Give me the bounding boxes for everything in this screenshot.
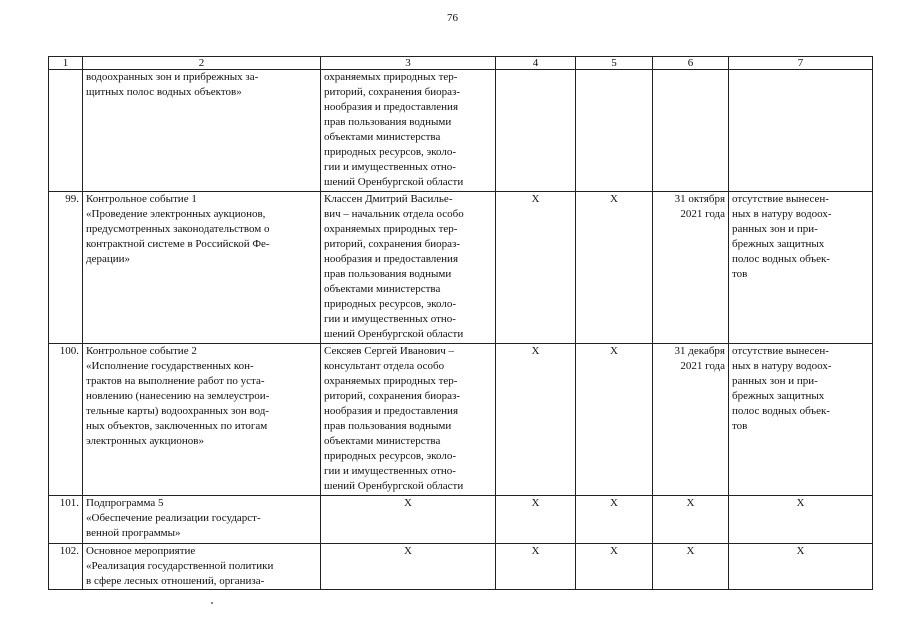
cell-line: полос водных объек- <box>732 405 830 417</box>
col5-mark: Х <box>576 544 653 590</box>
col4-mark: Х <box>496 192 576 344</box>
row-number: 100. <box>49 344 83 496</box>
col4-mark <box>496 70 576 192</box>
program-table <box>48 56 873 590</box>
cell-line: шений Оренбургской области <box>324 480 464 492</box>
cell-line: ранных зон и при- <box>732 375 818 387</box>
cell-line: Х <box>404 545 412 557</box>
cell-line: гии и имущественных отно- <box>324 465 456 477</box>
cell-line: Х <box>796 545 805 557</box>
cell-line: Сексяев Сергей Иванович – <box>324 345 455 357</box>
cell-line: риторий, сохранения биораз- <box>324 86 461 98</box>
table-row <box>49 496 873 544</box>
header-cell: 2 <box>83 57 321 70</box>
col5-mark: Х <box>576 344 653 496</box>
responsible-person <box>321 192 496 344</box>
header-cell: 3 <box>321 57 496 70</box>
expected-result <box>729 192 873 344</box>
cell-line: ных в натуру водоох- <box>732 208 832 220</box>
responsible-person <box>321 70 496 192</box>
cell-line: ранных зон и при- <box>732 223 818 235</box>
cell-line: Контрольное событие 1 <box>86 193 197 205</box>
cell-line: 31 октября <box>674 193 725 205</box>
cell-line: новлению (нанесению на землеустрои- <box>86 390 270 402</box>
cell-line: щитных полос водных объектов» <box>86 86 242 98</box>
cell-line: гии и имущественных отно- <box>324 313 456 325</box>
expected-result <box>729 544 873 590</box>
row-number <box>49 70 83 192</box>
cell-line: 2021 года <box>680 360 725 372</box>
cell-line: электронных аукционов» <box>86 435 204 447</box>
col5-mark <box>576 70 653 192</box>
cell-line: риторий, сохранения биораз- <box>324 238 461 250</box>
deadline-date <box>653 496 729 544</box>
expected-result <box>729 344 873 496</box>
table-row <box>49 70 873 192</box>
cell-line: 2021 года <box>680 208 725 220</box>
event-name <box>83 496 321 544</box>
event-name <box>83 344 321 496</box>
cell-line: охраняемых природных тер- <box>324 223 458 235</box>
cell-line: контрактной системе в Российской Фе- <box>86 238 270 250</box>
cell-line: полос водных объек- <box>732 253 830 265</box>
cell-line: ных объектов, заключенных по итогам <box>86 420 268 432</box>
cell-line: тов <box>732 420 748 432</box>
table-row <box>49 544 873 590</box>
responsible-person <box>321 544 496 590</box>
cell-line: объектами министерства <box>324 131 441 143</box>
cell-line: «Реализация государственной политики <box>86 560 274 572</box>
cell-line: дерации» <box>86 253 131 265</box>
cell-line: Х <box>686 545 695 557</box>
cell-line: Основное мероприятие <box>86 545 196 557</box>
responsible-person <box>321 496 496 544</box>
cell-line: нообразия и предоставления <box>324 101 458 113</box>
table-row <box>49 344 873 496</box>
cell-line: отсутствие вынесен- <box>732 345 829 357</box>
cell-line: Х <box>404 497 412 509</box>
cell-line: тельные карты) водоохранных зон вод- <box>86 405 270 417</box>
cell-line: 31 декабря <box>674 345 725 357</box>
cell-line: предусмотренных законодательством о <box>86 223 270 235</box>
cell-line: «Исполнение государственных кон- <box>86 360 254 372</box>
cell-line: природных ресурсов, эколо- <box>324 298 457 310</box>
col4-mark: Х <box>496 544 576 590</box>
header-cell: 4 <box>496 57 576 70</box>
cell-line: природных ресурсов, эколо- <box>324 146 457 158</box>
deadline-date <box>653 344 729 496</box>
cell-line: ных в натуру водоох- <box>732 360 832 372</box>
cell-line: нообразия и предоставления <box>324 405 458 417</box>
cell-line: объектами министерства <box>324 283 441 295</box>
page-number: 76 <box>447 12 458 24</box>
cell-line: консультант отдела особо <box>324 360 445 372</box>
cell-line: шений Оренбургской области <box>324 328 464 340</box>
header-cell: 7 <box>729 57 873 70</box>
cell-line: «Обеспечение реализации государст- <box>86 512 261 524</box>
cell-line: в сфере лесных отношений, организа- <box>86 575 265 587</box>
table-row <box>49 192 873 344</box>
header-row <box>49 57 873 70</box>
cell-line: «Проведение электронных аукционов, <box>86 208 266 220</box>
expected-result <box>729 496 873 544</box>
cell-line: вич – начальник отдела особо <box>324 208 464 220</box>
cell-line: гии и имущественных отно- <box>324 161 456 173</box>
cell-line: брежных защитных <box>732 238 825 250</box>
header-cell: 6 <box>653 57 729 70</box>
cell-line: тов <box>732 268 748 280</box>
deadline-date <box>653 70 729 192</box>
event-name <box>83 544 321 590</box>
event-name <box>83 70 321 192</box>
cell-line: Х <box>796 497 805 509</box>
col4-mark: Х <box>496 344 576 496</box>
cell-line: прав пользования водными <box>324 420 452 432</box>
cell-line: природных ресурсов, эколо- <box>324 450 457 462</box>
cell-line: Подпрограмма 5 <box>86 497 164 509</box>
col5-mark: Х <box>576 192 653 344</box>
cell-line: риторий, сохранения биораз- <box>324 390 461 402</box>
row-number: 102. <box>49 544 83 590</box>
cell-line: объектами министерства <box>324 435 441 447</box>
row-number: 99. <box>49 192 83 344</box>
cell-line: Х <box>686 497 695 509</box>
cell-line: прав пользования водными <box>324 268 452 280</box>
event-name <box>83 192 321 344</box>
cell-line: шений Оренбургской области <box>324 176 464 188</box>
deadline-date <box>653 544 729 590</box>
row-number: 101. <box>49 496 83 544</box>
cell-line: трактов на выполнение работ по уста- <box>86 375 265 387</box>
cell-line: нообразия и предоставления <box>324 253 458 265</box>
col4-mark: Х <box>496 496 576 544</box>
cell-line: брежных защитных <box>732 390 825 402</box>
header-cell: 5 <box>576 57 653 70</box>
cell-line: прав пользования водными <box>324 116 452 128</box>
responsible-person <box>321 344 496 496</box>
cell-line: Классен Дмитрий Васильe- <box>324 193 453 205</box>
expected-result <box>729 70 873 192</box>
cell-line: венной программы» <box>86 527 181 539</box>
cell-line: Контрольное событие 2 <box>86 345 197 357</box>
cell-line: водоохранных зон и прибрежных за- <box>86 71 259 83</box>
scan-speck <box>211 602 213 604</box>
col5-mark: Х <box>576 496 653 544</box>
cell-line: охраняемых природных тер- <box>324 375 458 387</box>
cell-line: отсутствие вынесен- <box>732 193 829 205</box>
cell-line: охраняемых природных тер- <box>324 71 458 83</box>
header-cell: 1 <box>49 57 83 70</box>
deadline-date <box>653 192 729 344</box>
